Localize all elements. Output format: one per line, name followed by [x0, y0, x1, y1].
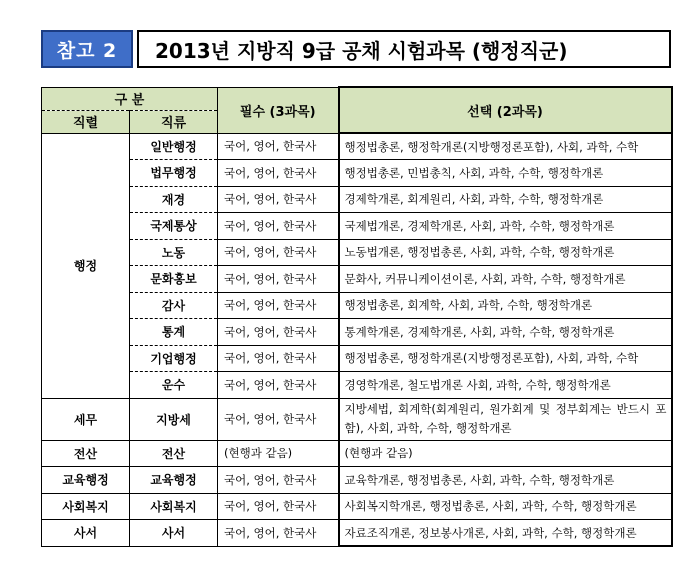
table-row: [42, 186, 672, 213]
optional-subjects-cell: 교육학개론, 행정법총론, 사회, 과학, 수학, 행정학개론: [339, 467, 672, 494]
required-subjects-cell: 국어, 영어, 한국사: [218, 292, 339, 319]
job-cell: 문화홍보: [130, 266, 218, 293]
required-subjects-cell: 국어, 영어, 한국사: [218, 319, 339, 346]
header-optional: 선택 (2과목): [339, 87, 672, 133]
table-row: [42, 467, 672, 494]
optional-subjects-cell: 자료조직개론, 정보봉사개론, 사회, 과학, 수학, 행정학개론: [339, 520, 672, 547]
header-job: 직류: [130, 110, 218, 133]
table-row: [42, 493, 672, 520]
optional-subjects-cell: 국제법개론, 경제학개론, 사회, 과학, 수학, 행정학개론: [339, 213, 672, 240]
required-subjects-cell: 국어, 영어, 한국사: [218, 160, 339, 187]
table-row: [42, 520, 672, 547]
table-row: [42, 292, 672, 319]
table-row: [42, 345, 672, 372]
optional-subjects-cell: 경제학개론, 회계원리, 사회, 과학, 수학, 행정학개론: [339, 186, 672, 213]
optional-subjects-cell: 사회복지학개론, 행정법총론, 사회, 과학, 수학, 행정학개론: [339, 493, 672, 520]
table-row: [42, 398, 672, 440]
header-series: 직렬: [42, 110, 130, 133]
job-cell: 사회복지: [130, 493, 218, 520]
job-cell: 노동: [130, 239, 218, 266]
optional-subjects-cell: (현행과 같음): [339, 440, 672, 467]
required-subjects-cell: 국어, 영어, 한국사: [218, 520, 339, 547]
required-subjects-cell: 국어, 영어, 한국사: [218, 133, 339, 160]
reference-badge: 참고 2: [41, 30, 133, 68]
required-subjects-cell: 국어, 영어, 한국사: [218, 266, 339, 293]
optional-subjects-cell: 행정법총론, 행정학개론(지방행정론포함), 사회, 과학, 수학: [339, 345, 672, 372]
required-subjects-cell: (현행과 같음): [218, 440, 339, 467]
series-cell: 사회복지: [42, 493, 130, 520]
required-subjects-cell: 국어, 영어, 한국사: [218, 239, 339, 266]
job-cell: 전산: [130, 440, 218, 467]
page-title: 2013년 지방직 9급 공채 시험과목 (행정직군): [137, 30, 671, 68]
series-cell: 전산: [42, 440, 130, 467]
job-cell: 감사: [130, 292, 218, 319]
optional-subjects-cell: 통계학개론, 경제학개론, 사회, 과학, 수학, 행정학개론: [339, 319, 672, 346]
table-row: [42, 372, 672, 399]
table-row: [42, 266, 672, 293]
job-cell: 사서: [130, 520, 218, 547]
header-required: 필수 (3과목): [218, 87, 339, 133]
table-row: [42, 133, 672, 160]
job-cell: 지방세: [130, 398, 218, 440]
job-cell: 운수: [130, 372, 218, 399]
series-cell: 사서: [42, 520, 130, 547]
series-cell: 행정: [42, 133, 130, 398]
series-cell: 세무: [42, 398, 130, 440]
job-cell: 통계: [130, 319, 218, 346]
required-subjects-cell: 국어, 영어, 한국사: [218, 213, 339, 240]
job-cell: 국제통상: [130, 213, 218, 240]
job-cell: 교육행정: [130, 467, 218, 494]
table-row: [42, 440, 672, 467]
required-subjects-cell: 국어, 영어, 한국사: [218, 493, 339, 520]
optional-subjects-cell: 지방세법, 회계학(회계원리, 원가회계 및 정부회계는 반드시 포함), 사회, 과학, 수학, 행정학개론: [339, 398, 672, 440]
required-subjects-cell: 국어, 영어, 한국사: [218, 372, 339, 399]
job-cell: 일반행정: [130, 133, 218, 160]
optional-subjects-cell: 행정법총론, 행정학개론(지방행정론포함), 사회, 과학, 수학: [339, 133, 672, 160]
optional-subjects-cell: 노동법개론, 행정법총론, 사회, 과학, 수학, 행정학개론: [339, 239, 672, 266]
table-row: [42, 239, 672, 266]
optional-subjects-cell: 경영학개론, 철도법개론 사회, 과학, 수학, 행정학개론: [339, 372, 672, 399]
table-row: [42, 213, 672, 240]
header-category: 구 분: [42, 87, 218, 110]
job-cell: 기업행정: [130, 345, 218, 372]
series-cell: 교육행정: [42, 467, 130, 494]
optional-subjects-cell: 행정법총론, 민법총칙, 사회, 과학, 수학, 행정학개론: [339, 160, 672, 187]
optional-subjects-cell: 행정법총론, 회계학, 사회, 과학, 수학, 행정학개론: [339, 292, 672, 319]
required-subjects-cell: 국어, 영어, 한국사: [218, 467, 339, 494]
optional-subjects-cell: 문화사, 커뮤니케이션이론, 사회, 과학, 수학, 행정학개론: [339, 266, 672, 293]
required-subjects-cell: 국어, 영어, 한국사: [218, 345, 339, 372]
table-row: [42, 160, 672, 187]
exam-subjects-table: [41, 86, 673, 547]
required-subjects-cell: 국어, 영어, 한국사: [218, 186, 339, 213]
table-row: [42, 319, 672, 346]
job-cell: 재경: [130, 186, 218, 213]
required-subjects-cell: 국어, 영어, 한국사: [218, 398, 339, 440]
table-body: [42, 133, 672, 546]
job-cell: 법무행정: [130, 160, 218, 187]
